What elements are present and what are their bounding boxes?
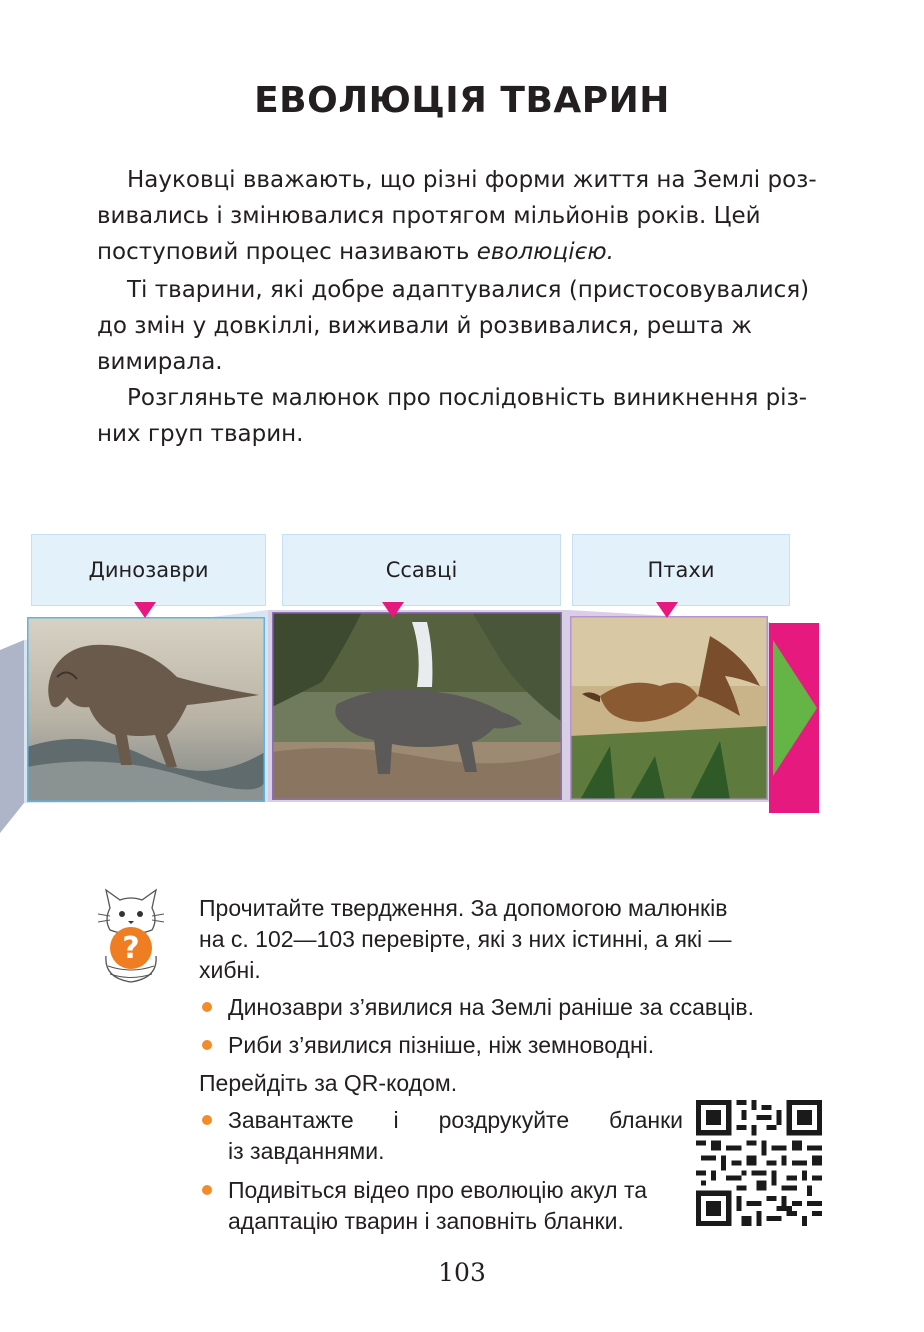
- term-evolution: еволюцією.: [476, 239, 614, 265]
- photo-mammal: [272, 612, 562, 800]
- task-instruction: [199, 893, 825, 986]
- paragraph-line: Науковці вважають, що різні форми життя на Землі роз-: [127, 167, 817, 193]
- question-badge: ?: [122, 931, 140, 966]
- bullet-icon: [202, 1040, 212, 1050]
- paragraph-evolution-definition: [97, 162, 827, 270]
- paragraph-line: них груп тварин.: [97, 421, 304, 447]
- label-dinosaurs: Динозаври: [31, 534, 266, 606]
- paragraph-line: Ті тварини, які добре адаптувалися (пристосовувалися): [127, 277, 810, 303]
- qr-task-text: із завданнями.: [228, 1138, 385, 1164]
- paragraph-line: вивались і змінювалися протягом мільйонів років. Цей: [97, 203, 761, 229]
- bullet-icon: [202, 1115, 212, 1125]
- paragraph-line: до змін у довкіллі, виживали й розвивалися, решта ж: [97, 313, 752, 339]
- photo-bird: [570, 616, 768, 800]
- statement-text: Динозаври з’явилися на Землі раніше за ссавців.: [228, 994, 754, 1020]
- task-line: на с. 102—103 перевірте, які з них істинні, а які —: [199, 926, 732, 952]
- page-number: 103: [438, 1258, 486, 1287]
- photo-dinosaur: [27, 617, 265, 802]
- qr-code[interactable]: [696, 1098, 822, 1228]
- label-birds: Птахи: [572, 534, 790, 606]
- strip-left-tail: [0, 640, 24, 833]
- qr-task-text: Подивіться відео про еволюцію акул та: [228, 1177, 648, 1203]
- paragraph-line: вимирала.: [97, 349, 223, 375]
- statement-text: Риби з’явилися пізніше, ніж земноводні.: [228, 1032, 655, 1058]
- paragraph-text: поступовий процес називають: [97, 239, 477, 265]
- qr-task-text: Завантажте і роздрукуйте бланки: [228, 1107, 683, 1133]
- task-line: хибні.: [199, 957, 261, 983]
- paragraph-look-at-picture: [97, 380, 827, 452]
- paragraph-adaptation: [97, 272, 827, 380]
- qr-task-text: адаптацію тварин і заповніть бланки.: [228, 1208, 624, 1234]
- bullet-icon: [202, 1002, 212, 1012]
- paragraph-line: [97, 234, 827, 270]
- label-mammals: Ссавці: [282, 534, 561, 606]
- qr-instruction: Перейдіть за QR-кодом.: [199, 1070, 458, 1096]
- pin-mammals-icon: [382, 602, 404, 618]
- page-title: ЕВОЛЮЦІЯ ТВАРИН: [254, 80, 670, 121]
- pin-dinosaurs-icon: [134, 602, 156, 618]
- timeline-arrow-icon: [773, 640, 817, 776]
- pin-birds-icon: [656, 602, 678, 618]
- bullet-icon: [202, 1185, 212, 1195]
- paragraph-line: Розгляньте малюнок про послідовність виникнення різ-: [127, 385, 808, 411]
- task-line: Прочитайте твердження. За допомогою малюнків: [199, 895, 728, 921]
